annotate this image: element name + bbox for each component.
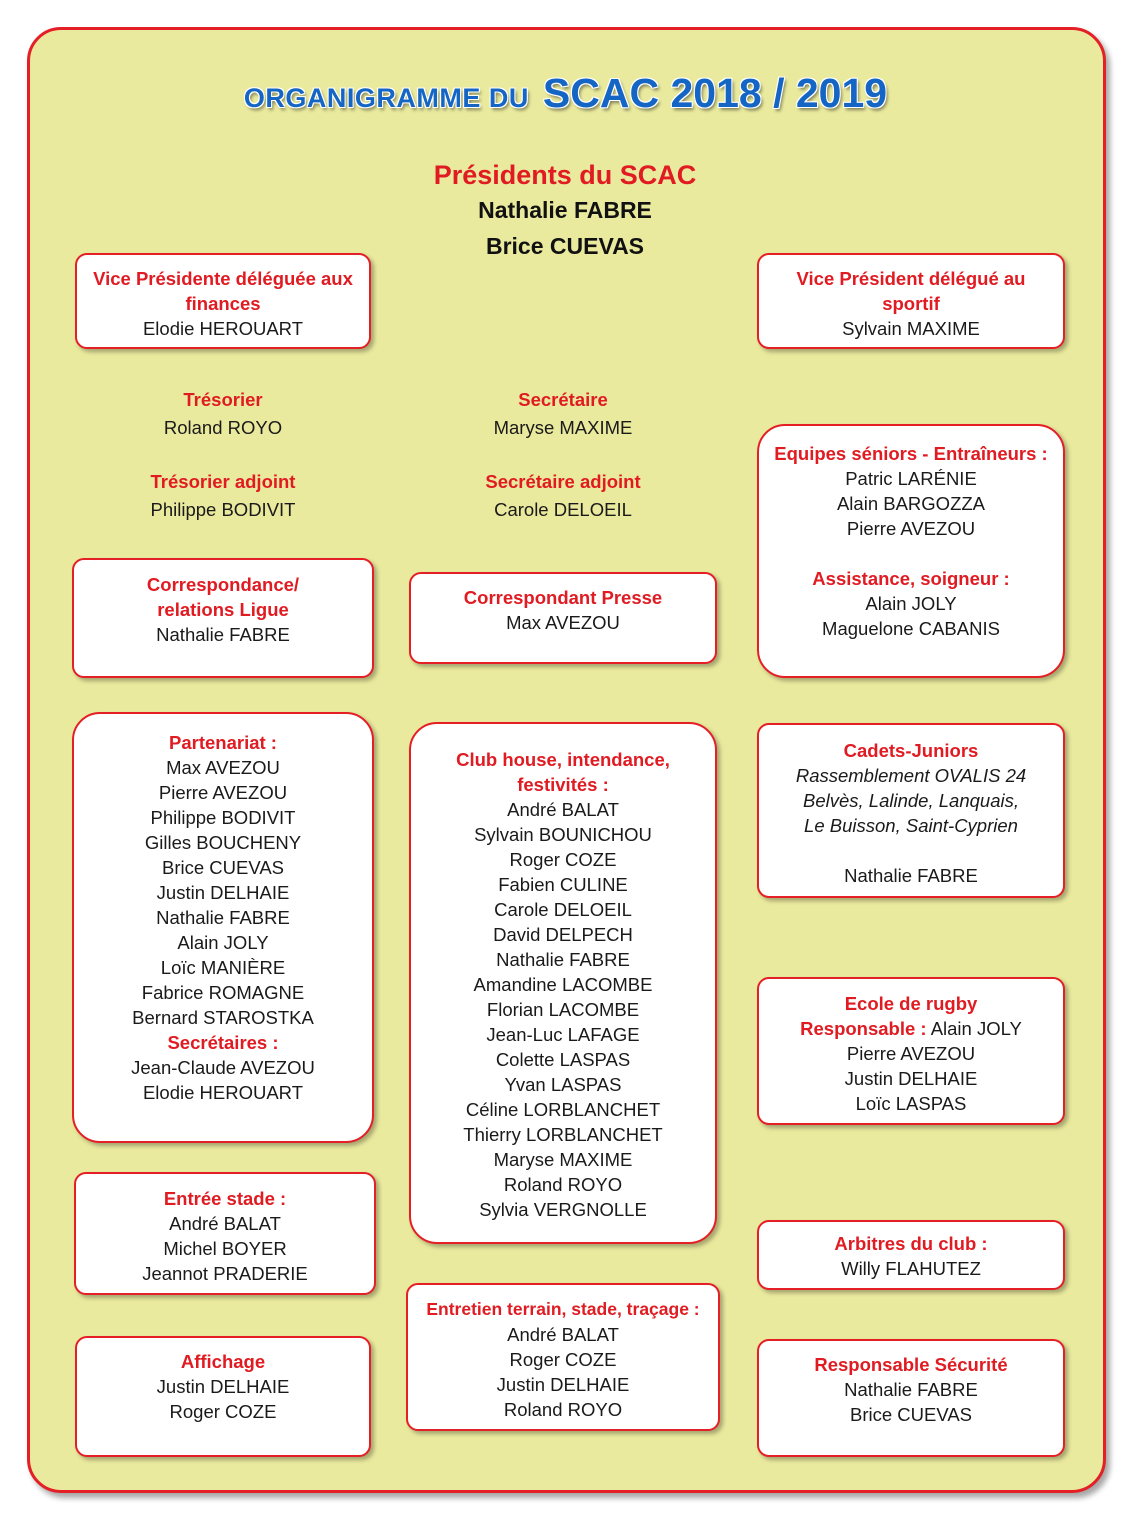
vp-finances-box	[75, 253, 371, 349]
assistance-name: Alain JOLY	[865, 593, 957, 614]
clubhouse-name: André BALAT	[507, 799, 619, 820]
assistance-name: Maguelone CABANIS	[822, 618, 1000, 639]
partenariat-name: Alain JOLY	[177, 932, 269, 953]
ecole-name: Loïc LASPAS	[855, 1093, 967, 1114]
cadets-juniors-box	[757, 723, 1065, 898]
tresorier-adjoint-block	[74, 468, 372, 524]
secretaire-block	[412, 386, 714, 442]
tresorier-name: Roland ROYO	[163, 417, 283, 438]
clubhouse-name: Jean-Luc LAFAGE	[486, 1024, 640, 1045]
equipes-name: Patric LARÉNIE	[845, 468, 977, 489]
tresorier-heading: Trésorier	[183, 389, 263, 410]
partenariat-name: Justin DELHAIE	[156, 882, 290, 903]
clubhouse-name: Colette LASPAS	[495, 1049, 631, 1070]
partenariat-name: Loïc MANIÈRE	[160, 957, 286, 978]
secretaire-adjoint-name: Carole DELOEIL	[494, 499, 632, 520]
clubhouse-name: Maryse MAXIME	[493, 1149, 633, 1170]
ecole-rugby-box	[757, 977, 1065, 1125]
partenariat-box	[72, 712, 374, 1143]
clubhouse-name: Roger COZE	[509, 849, 617, 870]
entree-name: Michel BOYER	[163, 1238, 287, 1259]
clubhouse-name: Céline LORBLANCHET	[465, 1099, 661, 1120]
affichage-name: Justin DELHAIE	[156, 1376, 290, 1397]
secretaire-adjoint-heading: Secrétaire adjoint	[485, 471, 641, 492]
partenariat-name: Bernard STAROSTKA	[132, 1007, 314, 1028]
ecole-name: Justin DELHAIE	[844, 1068, 978, 1089]
title-part1: ORGANIGRAMME DU	[243, 83, 529, 113]
clubhouse-name: Sylvain BOUNICHOU	[474, 824, 652, 845]
entretien-heading: Entretien terrain, stade, traçage :	[426, 1299, 700, 1319]
entretien-name: Roland ROYO	[503, 1399, 623, 1420]
securite-box	[757, 1339, 1065, 1457]
presse-name: Max AVEZOU	[506, 612, 620, 633]
correspondance-box	[72, 558, 374, 678]
correspondance-name: Nathalie FABRE	[156, 624, 290, 645]
entretien-name: Roger COZE	[509, 1349, 617, 1370]
cadets-detail: Rassemblement OVALIS 24	[795, 765, 1027, 786]
clubhouse-name: Fabien CULINE	[498, 874, 628, 895]
partenariat-name: Gilles BOUCHENY	[144, 832, 302, 853]
equipes-heading: Equipes séniors - Entraîneurs :	[774, 443, 1048, 464]
partenariat-name: Fabrice ROMAGNE	[141, 982, 305, 1003]
president-name: Nathalie FABRE	[478, 197, 652, 223]
clubhouse-name: Amandine LACOMBE	[473, 974, 653, 995]
clubhouse-heading: festivités :	[517, 774, 609, 795]
arbitres-name: Willy FLAHUTEZ	[841, 1258, 981, 1279]
vp-finances-name: Elodie HEROUART	[142, 318, 304, 339]
securite-heading: Responsable Sécurité	[814, 1354, 1008, 1375]
page-title	[0, 70, 1131, 117]
cadets-heading: Cadets-Juniors	[843, 740, 979, 761]
equipes-seniors-box	[757, 424, 1065, 678]
president-name: Brice CUEVAS	[485, 233, 645, 259]
equipes-name: Pierre AVEZOU	[846, 518, 976, 539]
clubhouse-name: Yvan LASPAS	[504, 1074, 622, 1095]
partenariat-name: Brice CUEVAS	[162, 857, 284, 878]
arbitres-heading: Arbitres du club :	[834, 1233, 988, 1254]
entree-heading: Entrée stade :	[163, 1188, 287, 1209]
presse-box	[409, 572, 717, 664]
securite-name: Nathalie FABRE	[844, 1379, 978, 1400]
clubhouse-name: Nathalie FABRE	[496, 949, 630, 970]
secretaires-heading: Secrétaires :	[167, 1032, 279, 1053]
entretien-box	[406, 1283, 720, 1431]
entretien-name: André BALAT	[507, 1324, 619, 1345]
entree-stade-box	[74, 1172, 376, 1295]
clubhouse-name: Thierry LORBLANCHET	[463, 1124, 663, 1145]
partenariat-heading: Partenariat :	[169, 732, 277, 753]
entree-name: Jeannot PRADERIE	[142, 1263, 308, 1284]
secretaires-name: Jean-Claude AVEZOU	[131, 1057, 315, 1078]
secretaire-heading: Secrétaire	[518, 389, 608, 410]
tresorier-adjoint-heading: Trésorier adjoint	[150, 471, 296, 492]
arbitres-box	[757, 1220, 1065, 1290]
affichage-box	[75, 1336, 371, 1457]
correspondance-heading: relations Ligue	[157, 599, 289, 620]
correspondance-heading: Correspondance/	[146, 574, 300, 595]
cadets-name: Nathalie FABRE	[844, 865, 978, 886]
vp-sportif-name: Sylvain MAXIME	[842, 318, 980, 339]
clubhouse-box	[409, 722, 717, 1244]
partenariat-name: Nathalie FABRE	[156, 907, 290, 928]
cadets-detail: Le Buisson, Saint-Cyprien	[804, 815, 1018, 836]
secretaires-name: Elodie HEROUART	[142, 1082, 304, 1103]
securite-name: Brice CUEVAS	[850, 1404, 972, 1425]
clubhouse-name: Carole DELOEIL	[494, 899, 632, 920]
spacer	[759, 838, 1063, 863]
secretaire-name: Maryse MAXIME	[493, 417, 633, 438]
vp-finances-heading: Vice Présidente déléguée aux	[93, 268, 353, 289]
tresorier-adjoint-name: Philippe BODIVIT	[150, 499, 296, 520]
ecole-heading: Ecole de rugby	[844, 993, 978, 1014]
assistance-heading: Assistance, soigneur :	[812, 568, 1010, 589]
entree-name: André BALAT	[169, 1213, 281, 1234]
vp-sportif-heading: Vice Président délégué au	[796, 268, 1026, 289]
affichage-heading: Affichage	[180, 1351, 266, 1372]
clubhouse-name: Roland ROYO	[503, 1174, 623, 1195]
presse-heading: Correspondant Presse	[463, 587, 663, 608]
partenariat-name: Pierre AVEZOU	[158, 782, 288, 803]
clubhouse-name: David DELPECH	[493, 924, 633, 945]
affichage-name: Roger COZE	[169, 1401, 277, 1422]
partenariat-name: Philippe BODIVIT	[150, 807, 296, 828]
clubhouse-name: Florian LACOMBE	[486, 999, 640, 1020]
clubhouse-heading: Club house, intendance,	[456, 749, 670, 770]
ecole-responsable-label: Responsable :	[800, 1018, 927, 1039]
tresorier-block	[74, 386, 372, 442]
entretien-name: Justin DELHAIE	[496, 1374, 630, 1395]
vp-finances-heading: finances	[185, 293, 261, 314]
partenariat-name: Max AVEZOU	[166, 757, 280, 778]
vp-sportif-heading: sportif	[882, 293, 940, 314]
cadets-detail: Belvès, Lalinde, Lanquais,	[803, 790, 1019, 811]
equipes-name: Alain BARGOZZA	[836, 493, 986, 514]
vp-sportif-box	[757, 253, 1065, 349]
clubhouse-name: Sylvia VERGNOLLE	[479, 1199, 647, 1220]
presidents-block	[365, 158, 765, 264]
secretaire-adjoint-block	[412, 468, 714, 524]
ecole-name: Pierre AVEZOU	[846, 1043, 976, 1064]
spacer	[759, 541, 1063, 566]
ecole-responsable-name: Alain JOLY	[926, 1018, 1022, 1039]
title-part2: SCAC 2018 / 2019	[542, 70, 888, 116]
presidents-heading: Présidents du SCAC	[433, 160, 697, 190]
